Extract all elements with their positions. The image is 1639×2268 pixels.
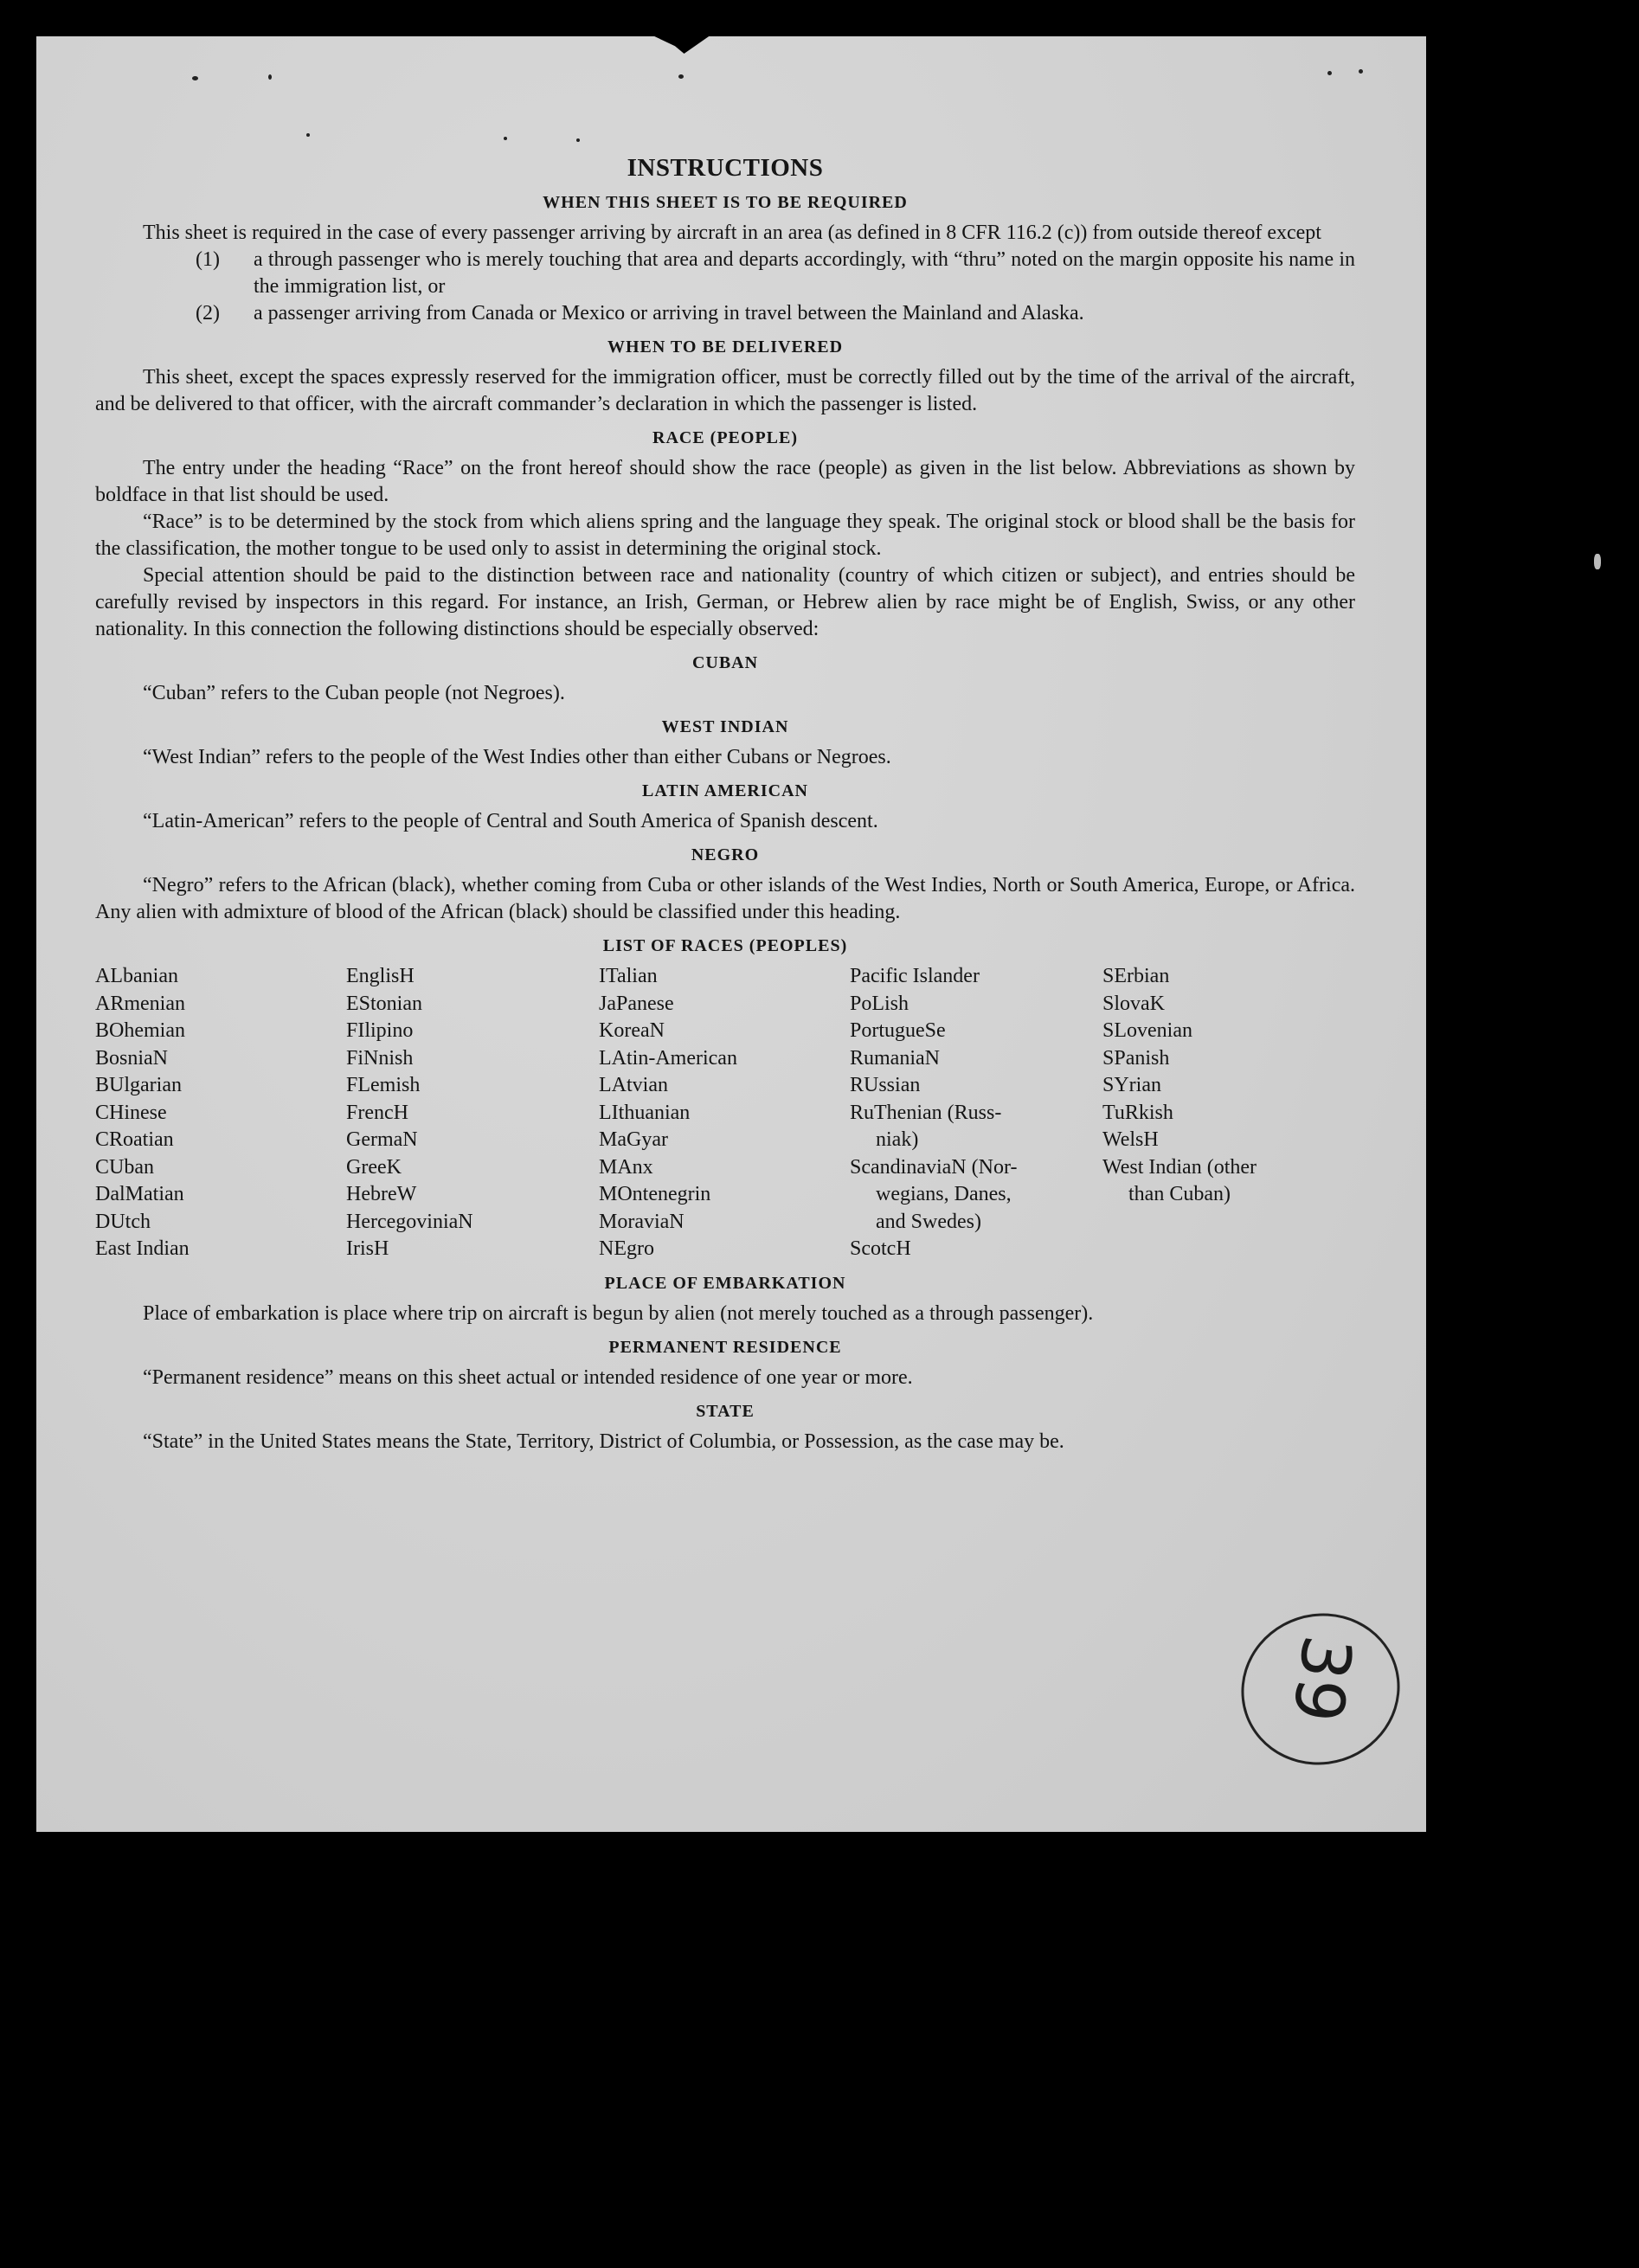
race-entry: LAtin-American <box>599 1046 737 1070</box>
heading-cuban: CUBAN <box>691 653 759 672</box>
race-entry: ScandinaviaN (Nor- <box>850 1155 1018 1179</box>
race-entry: LIthuanian <box>599 1101 691 1124</box>
embarkation-text: Place of embarkation is place where trip on aircraft is begun by alien (not merely touched as a through passenger). <box>143 1301 1094 1325</box>
race-list <box>95 963 1355 1263</box>
exception-item <box>95 300 1355 327</box>
race-entry: MOntenegrin <box>599 1183 711 1205</box>
cuban-text: “Cuban” refers to the Cuban people (not Negroes). <box>143 682 565 704</box>
heading-west-indian: WEST INDIAN <box>661 717 789 736</box>
race-entry: RumaniaN <box>850 1046 940 1070</box>
race-entry: MAnx <box>599 1155 653 1179</box>
race-entry: FrencH <box>346 1101 408 1124</box>
west-indian-text: “West Indian” refers to the people of the West Indies other than either Cubans or Negroes. <box>143 746 891 768</box>
race-paragraph: The entry under the heading “Race” on the front hereof should show the race (people) as given in the list below. Abbreviations as shown by boldface in that list should be used. <box>95 457 1355 506</box>
race-entry: MoraviaN <box>599 1210 685 1233</box>
speck <box>678 74 684 79</box>
race-entry: DUtch <box>95 1210 151 1233</box>
speck <box>268 74 272 80</box>
race-entry: JaPanese <box>599 992 674 1015</box>
race-paragraph: Special attention should be paid to the distinction between race and nationality (country of which citizen or subject), and entries should be carefully revised by inspectors in this regard. For instance, an Irish, German, or Hebrew alien by race might be of English, Swiss, or any other nationality. In this connection the following distinctions should be especially observed: <box>95 564 1355 640</box>
race-entry: SLovenian <box>1102 1019 1192 1042</box>
residence-text: “Permanent residence” means on this sheet actual or intended residence of one year or more. <box>143 1365 913 1389</box>
race-entry: RuThenian (Russ- <box>850 1101 1002 1124</box>
race-entry: FiNnish <box>346 1046 414 1070</box>
race-entry: EnglisH <box>346 965 415 987</box>
race-entry: PoLish <box>850 992 909 1015</box>
race-entry: wegians, Danes, <box>876 1183 1012 1205</box>
race-entry: BOhemian <box>95 1019 185 1042</box>
speck <box>306 133 310 137</box>
race-entry: niak) <box>876 1128 919 1151</box>
exception-number: (2) <box>196 302 220 324</box>
speck <box>576 138 580 142</box>
heading-permanent-residence: PERMANENT RESIDENCE <box>608 1337 842 1357</box>
race-entry: EStonian <box>346 992 422 1015</box>
race-column <box>850 963 1102 1263</box>
race-entry: GreeK <box>346 1155 402 1179</box>
race-entry: CUban <box>95 1155 154 1179</box>
race-entry: GermaN <box>346 1128 418 1151</box>
race-entry: East Indian <box>95 1237 190 1260</box>
race-entry: HebreW <box>346 1183 417 1205</box>
exception-item <box>95 247 1355 300</box>
race-entry: CHinese <box>95 1101 167 1124</box>
latin-american-text: “Latin-American” refers to the people of Central and South America of Spanish descent. <box>143 810 878 832</box>
state-text: “State” in the United States means the State, Territory, District of Columbia, or Possession, as the case may be. <box>143 1430 1064 1453</box>
exception-text: a passenger arriving from Canada or Mexico or arriving in travel between the Mainland and Alaska. <box>254 302 1084 324</box>
race-entry: RUssian <box>850 1074 921 1096</box>
when-required-intro: This sheet is required in the case of every passenger arriving by aircraft in an area (as defined in 8 CFR 116.2 (c)) from outside thereof except <box>143 222 1321 244</box>
race-entry: NEgro <box>599 1237 654 1260</box>
race-column <box>95 963 346 1263</box>
race-entry: SlovaK <box>1102 992 1165 1015</box>
race-entry: WelsH <box>1102 1128 1159 1151</box>
race-entry: DalMatian <box>95 1183 184 1205</box>
when-delivered-text: This sheet, except the spaces expressly reserved for the immigration officer, must be correctly filled out by the time of the arrival of the aircraft, and be delivered to that officer, with the aircraft commander’s declaration in which the passenger is listed. <box>95 366 1355 415</box>
race-entry: ITalian <box>599 965 658 987</box>
race-entry: than Cuban) <box>1128 1183 1231 1205</box>
race-paragraph: “Race” is to be determined by the stock from which aliens spring and the language they speak. The original stock or blood shall be the basis for the classification, the mother tongue to be used only to assist in determining the original stock. <box>95 511 1355 560</box>
race-entry: CRoatian <box>95 1128 174 1151</box>
speck <box>1327 71 1332 75</box>
heading-state: STATE <box>696 1401 755 1421</box>
race-entry: SPanish <box>1102 1046 1170 1070</box>
race-entry: FLemish <box>346 1074 421 1096</box>
page-title: INSTRUCTIONS <box>627 154 824 182</box>
race-entry: SYrian <box>1102 1074 1161 1096</box>
heading-embarkation: PLACE OF EMBARKATION <box>604 1273 846 1293</box>
heading-list-of-races: LIST OF RACES (PEOPLES) <box>602 936 848 955</box>
race-entry: Pacific Islander <box>850 965 980 987</box>
race-entry: HercegoviniaN <box>346 1210 473 1233</box>
document-sheet <box>36 36 1426 1832</box>
race-entry: SErbian <box>1102 965 1170 987</box>
speck <box>1594 554 1601 569</box>
race-entry: PortugueSe <box>850 1019 946 1042</box>
heading-when-delivered: WHEN TO BE DELIVERED <box>607 337 844 357</box>
race-column <box>1102 963 1355 1263</box>
race-column <box>599 963 850 1263</box>
race-entry: ARmenian <box>95 992 185 1015</box>
race-entry: TuRkish <box>1102 1101 1173 1124</box>
heading-when-required: WHEN THIS SHEET IS TO BE REQUIRED <box>543 193 908 212</box>
race-entry: ScotcH <box>850 1237 911 1260</box>
speck <box>504 137 507 140</box>
race-entry: IrisH <box>346 1237 389 1260</box>
negro-text: “Negro” refers to the African (black), whether coming from Cuba or other islands of the West Indies, North or South America, Europe, or Africa. Any alien with admixture of blood of the African (black) should be classified under this heading. <box>95 874 1355 923</box>
speck <box>1359 69 1363 74</box>
race-column <box>346 963 599 1263</box>
race-entry: MaGyar <box>599 1128 668 1151</box>
heading-latin-american: LATIN AMERICAN <box>642 781 808 800</box>
race-entry: West Indian (other <box>1102 1155 1257 1179</box>
race-entry: ALbanian <box>95 965 178 987</box>
speck <box>192 76 198 80</box>
race-entry: FIlipino <box>346 1019 414 1042</box>
exception-number: (1) <box>196 248 220 271</box>
race-entry: BosniaN <box>95 1046 168 1070</box>
exception-text: a through passenger who is merely touching that area and departs accordingly, with “thru” noted on the margin opposite his name in the immigration list, or <box>254 248 1355 298</box>
race-entry: BUlgarian <box>95 1074 182 1096</box>
race-entry: KoreaN <box>599 1019 665 1042</box>
handwritten-number: 39 <box>1276 1630 1366 1727</box>
heading-race: RACE (PEOPLE) <box>652 428 798 447</box>
race-entry: and Swedes) <box>876 1210 981 1233</box>
heading-negro: NEGRO <box>691 845 760 864</box>
instructions-content <box>95 154 1355 1455</box>
paper-tear <box>651 35 711 54</box>
race-entry: LAtvian <box>599 1074 668 1096</box>
